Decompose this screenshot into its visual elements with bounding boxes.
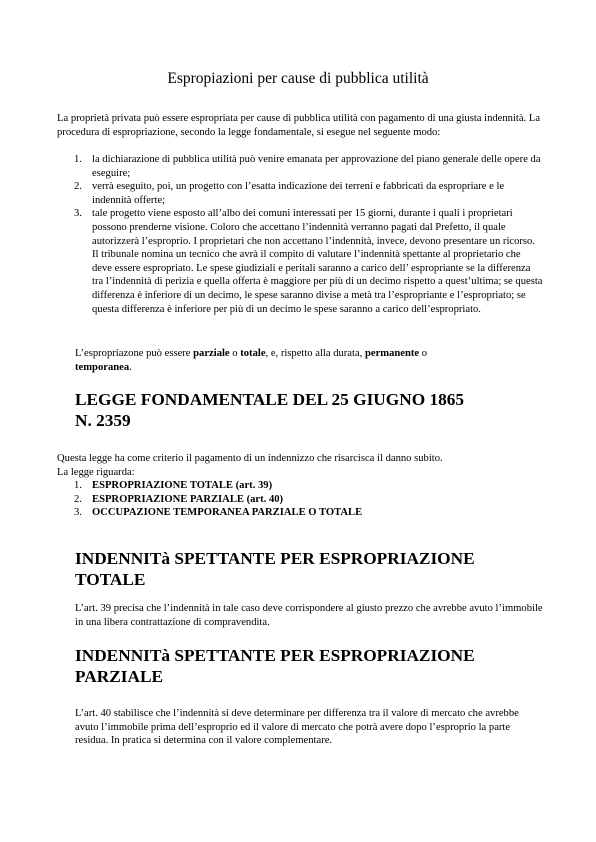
intro-paragraph: La proprietà privata può essere espropriata per cause di pubblica utilità con pagamento di una giusta indennità. La procedura di espropriazione, secondo la legge fondamentale, si esegue nel seguente modo: <box>57 113 541 138</box>
totale-paragraph: L’art. 39 precisa che l’indennità in tale caso deve corrispondere al giusto prezzo che avrebbe avuto l’immobile in una libera contrattazione di compravendita. <box>75 603 543 628</box>
types-text: o <box>229 348 241 359</box>
legge-items-list <box>57 479 543 520</box>
list-item <box>57 506 543 520</box>
types-text: . <box>129 361 132 373</box>
list-number: 3. <box>74 507 82 519</box>
criterio-paragraph <box>57 452 541 479</box>
totale-heading-line2: TOTALE <box>75 569 146 589</box>
legge-heading <box>75 390 545 431</box>
types-text: o <box>419 348 428 359</box>
list-item-text: la dichiarazione di pubblica utilità può venire emanata per approvazione del piano generale delle opere da eseguire; <box>92 154 541 179</box>
list-item <box>57 207 543 316</box>
types-term-parziale: parziale <box>193 348 230 359</box>
legge-heading-line1: LEGGE FONDAMENTALE DEL 25 GIUGNO 1865 <box>75 390 465 409</box>
list-number: 2. <box>74 493 82 505</box>
parziale-heading-line1: INDENNITà SPETTANTE PER ESPROPRIAZIONE <box>75 646 475 665</box>
parziale-paragraph: L’art. 40 stabilisce che l’indennità si deve determinare per differenza tra il valore di mercato che avrebbe avuto l’immobile prima dell’esproprio ed il valore di mercato che potrà avere dopo l’esproprio la parte residua. In pratica si determina con il valore complementare. <box>75 708 519 747</box>
document-title: Espropiazioni per cause di pubblica utilità <box>167 70 429 87</box>
expropriation-types-paragraph <box>75 347 535 374</box>
parziale-heading <box>75 646 545 687</box>
legge-heading-line2: N. 2359 <box>75 410 131 430</box>
list-item-text: OCCUPAZIONE TEMPORANEA PARZIALE O TOTALE <box>92 507 363 519</box>
list-item-text: tale progetto viene esposto all’albo dei comuni interessati per 15 giorni, durante i quali i proprietari possono prenderne visione. Coloro che accettano l’indennità verranno pagati dal Prefetto, il quale autorizzerà l’esproprio. I proprietari che non accettano l’indennità, invece, devono presentare un ricorso. Il tribunale nomina un tecnico che avrà il compito di valutare l’indennità spettante al proprietario che deve essere espropriato. Le spese giudiziali e peritali saranno a carico dell’ espropriante se la differenza tra l’indennità di perizia e quella offerta è maggiore per più di un decimo rispetto a quest’ultima; se questa differenza è inferiore di un decimo, le spese saranno divise a metà tra l’espropriante e l’espropriato; se questa differenza è inferiore per più di un decimo le spese saranno a carico dell’espropriato. <box>92 208 543 315</box>
types-term-temporanea: temporanea <box>75 361 130 373</box>
list-number: 3. <box>74 208 82 220</box>
parziale-heading-line2: PARZIALE <box>75 666 164 686</box>
types-term-permanente: permanente <box>364 348 420 359</box>
types-text: , e, rispetto alla durata, <box>265 348 365 359</box>
totale-heading-line1: INDENNITà SPETTANTE PER ESPROPRIAZIONE <box>75 549 475 568</box>
list-item-text: ESPROPRIAZIONE TOTALE (art. 39) <box>92 480 273 491</box>
totale-heading <box>75 549 545 590</box>
types-text: L’espropriazone può essere <box>75 348 194 359</box>
list-item <box>57 479 543 493</box>
list-item <box>57 153 543 180</box>
list-number: 2. <box>74 181 82 193</box>
list-item-text: ESPROPRIAZIONE PARZIALE (art. 40) <box>92 493 284 505</box>
list-item <box>57 180 543 207</box>
list-item-text: verrà eseguito, poi, un progetto con l’esatta indicazione dei terreni e fabbricati da espropriare e le indennità offerte; <box>92 181 505 206</box>
list-number: 1. <box>74 480 82 491</box>
list-item <box>57 493 543 507</box>
criterio-line2: La legge riguarda: <box>57 466 135 478</box>
list-number: 1. <box>74 154 82 165</box>
types-term-totale: totale <box>240 348 266 359</box>
procedure-steps-list <box>57 153 543 316</box>
criterio-line1: Questa legge ha come criterio il pagamento di un indennizzo che risarcisca il danno subito. <box>57 453 443 464</box>
